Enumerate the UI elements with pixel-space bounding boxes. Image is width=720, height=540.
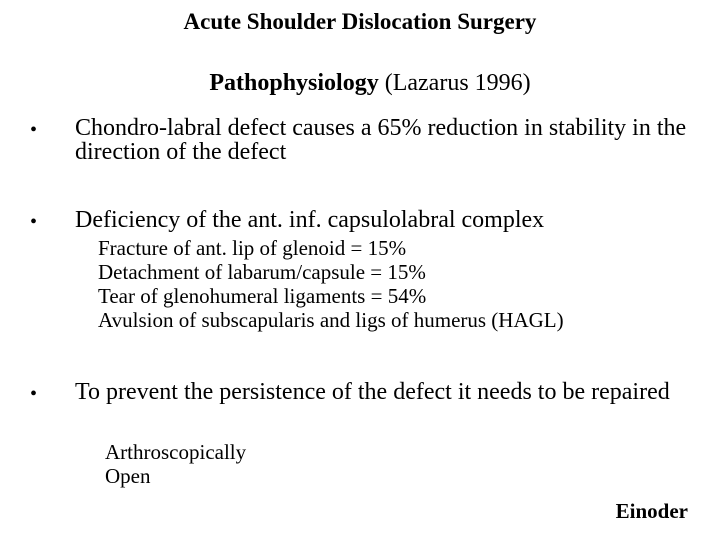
list-item: Open <box>105 464 151 488</box>
slide-title: Acute Shoulder Dislocation Surgery <box>183 9 537 34</box>
bullet-marker: • <box>30 119 38 141</box>
list-item: Avulsion of subscapularis and ligs of humerus (HAGL) <box>98 308 564 332</box>
list-item: Arthroscopically <box>105 440 247 464</box>
author-name: Einoder <box>615 499 688 523</box>
slide-subtitle <box>0 68 720 98</box>
list-item: Tear of glenohumeral ligaments = 54% <box>98 284 427 308</box>
bullet-marker: • <box>30 383 38 405</box>
bullet-text-deficiency: Deficiency of the ant. inf. capsulolabral complex <box>75 207 545 233</box>
subtitle-reference: (Lazarus 1996) <box>378 70 531 96</box>
list-item: Detachment of labarum/capsule = 15% <box>98 260 426 284</box>
bullet-text-defect: Chondro-labral defect causes a 65% reduction in stability in the direction of the defect <box>75 115 687 165</box>
list-item: Fracture of ant. lip of glenoid = 15% <box>98 236 407 260</box>
bullet-marker: • <box>30 211 38 233</box>
sub-list-deficiency <box>98 236 564 332</box>
subtitle-topic: Pathophysiology <box>209 70 379 96</box>
sub-list-repair <box>105 440 246 488</box>
bullet-text-prevent: To prevent the persistence of the defect it needs to be repaired <box>75 379 670 405</box>
